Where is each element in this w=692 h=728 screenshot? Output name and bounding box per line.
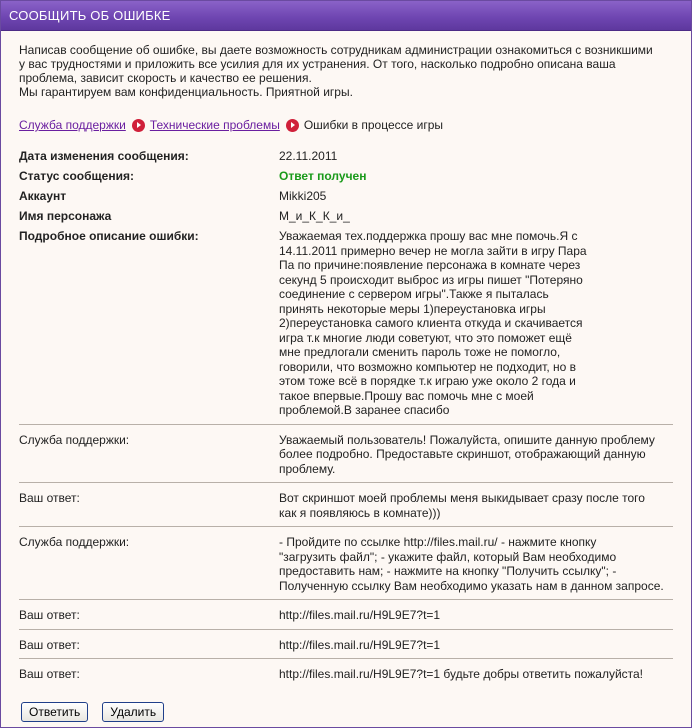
- reply-button[interactable]: Ответить: [21, 702, 88, 722]
- window-content: [1, 31, 691, 688]
- breadcrumb-link-technical[interactable]: Технические проблемы: [149, 118, 280, 132]
- message-line: http://files.mail.ru/H9L9E7?t=1 будьте добры ответить пожалуйста!: [279, 667, 644, 681]
- message-line: предоставить нам; - нажмите на кнопку "Получить ссылку"; -: [279, 564, 617, 578]
- message-line: http://files.mail.ru/H9L9E7?t=1: [279, 637, 441, 652]
- thread-message: [19, 658, 673, 688]
- message-line: http://files.mail.ru/H9L9E7?t=1: [279, 608, 441, 622]
- info-row-description: [19, 229, 673, 418]
- message-author: Ваш ответ:: [19, 637, 80, 652]
- description-line: этом тоже всё в порядке т.к играю уже около 2 года и: [279, 374, 576, 388]
- message-text: [279, 638, 671, 653]
- message-line: "загрузить файл"; - укажите файл, который Вам необходимо: [279, 549, 617, 564]
- window-title: СООБЩИТЬ ОБ ОШИБКЕ: [1, 1, 691, 31]
- intro-line: проблема, зависит скорость и качество ее решения.: [19, 71, 312, 85]
- info-label: Подробное описание ошибки:: [19, 229, 199, 243]
- info-row-date: [19, 149, 673, 163]
- intro-line: Написав сообщение об ошибке, вы даете возможность сотрудникам администрации ознакомиться с возникшими: [19, 43, 653, 57]
- message-author: Служба поддержки:: [19, 432, 130, 447]
- message-text: [279, 491, 671, 520]
- description-line: соединение с сервером игры".Также я пыталась: [279, 287, 549, 301]
- thread-message: [19, 482, 673, 526]
- info-row-status: [19, 169, 673, 183]
- breadcrumb-link-support[interactable]: Служба поддержки: [19, 118, 126, 132]
- message-text: [279, 667, 671, 682]
- info-row-account: [19, 189, 673, 203]
- description-line: мне предлогали сменить пароль тоже не помогло,: [279, 345, 561, 359]
- message-author: Ваш ответ:: [19, 491, 80, 505]
- message-info: [19, 149, 673, 418]
- status-badge: Ответ получен: [279, 169, 367, 183]
- description-line: 2)переустановка самого клиента откуда и скачивается: [279, 316, 583, 330]
- intro-line: Мы гарантируем вам конфиденциальность. Приятной игры.: [19, 85, 353, 99]
- description-line: Па по причине:появление персонажа в комнате через: [279, 258, 581, 272]
- message-line: как я появляюсь в комнате))): [279, 505, 441, 520]
- message-thread: [19, 424, 673, 688]
- message-line: Уважаемый пользователь! Пожалуйста, опишите данную проблему: [279, 432, 655, 447]
- description-line: 14.11.2011 примерно вечер не могла зайти в игру Пара: [279, 243, 587, 258]
- message-text: [279, 433, 671, 477]
- intro-text: [19, 43, 673, 99]
- info-label: Имя персонажа: [19, 209, 112, 223]
- intro-line: у вас трудностями и приложить все усилия для их устранения. От того, насколько подробно описана ваша: [19, 57, 616, 71]
- message-text: [279, 535, 671, 593]
- message-line: Полученную ссылку Вам необходимо указать нам в данном запросе.: [279, 578, 664, 593]
- thread-message: [19, 526, 673, 599]
- message-line: - Пройдите по ссылке http://files.mail.ru/ - нажмите кнопку: [279, 535, 597, 549]
- breadcrumb-current: Ошибки в процессе игры: [303, 118, 444, 132]
- message-line: проблему.: [279, 461, 336, 476]
- action-buttons: [21, 702, 164, 722]
- thread-message: [19, 629, 673, 659]
- description-line: такое впервые.Прошу вас помочь мне с моей: [279, 388, 534, 403]
- info-label: Аккаунт: [19, 189, 67, 203]
- message-author: Служба поддержки:: [19, 535, 130, 549]
- thread-message: [19, 424, 673, 483]
- message-author: Ваш ответ:: [19, 667, 80, 681]
- message-text: [279, 608, 671, 623]
- description-line: Уважаемая тех.поддержка прошу вас мне помочь.Я с: [279, 229, 578, 243]
- description-line: принять некоторые меры 1)переустановка игры: [279, 301, 546, 316]
- description-line: говорили, что возможно компьютер не подходит, но в: [279, 359, 577, 374]
- description-line: секунд 5 происходит выброс из игры пишет "Потеряно: [279, 272, 583, 287]
- breadcrumb: [19, 117, 673, 133]
- arrow-right-icon: [286, 119, 299, 132]
- arrow-right-icon: [132, 119, 145, 132]
- description-text: [279, 229, 599, 418]
- message-line: Вот скриншот моей проблемы меня выкидывает сразу после того: [279, 491, 645, 505]
- message-author: Ваш ответ:: [19, 608, 80, 622]
- message-line: более подробно. Предоставьте скриншот, отображающий данную: [279, 447, 646, 461]
- delete-button[interactable]: Удалить: [102, 702, 164, 722]
- info-label: Статус сообщения:: [19, 169, 134, 183]
- description-line: игра т.к многие люди советуют, что это поможет ещё: [279, 330, 572, 345]
- info-label: Дата изменения сообщения:: [19, 149, 189, 163]
- info-value-account: Mikki205: [279, 189, 327, 203]
- info-value-character: М_и_К_К_и_: [279, 209, 350, 223]
- info-row-character: [19, 209, 673, 223]
- thread-message: [19, 599, 673, 629]
- description-line: проблемой.В заранее спасибо: [279, 403, 450, 417]
- info-value-date: 22.11.2011: [279, 149, 338, 163]
